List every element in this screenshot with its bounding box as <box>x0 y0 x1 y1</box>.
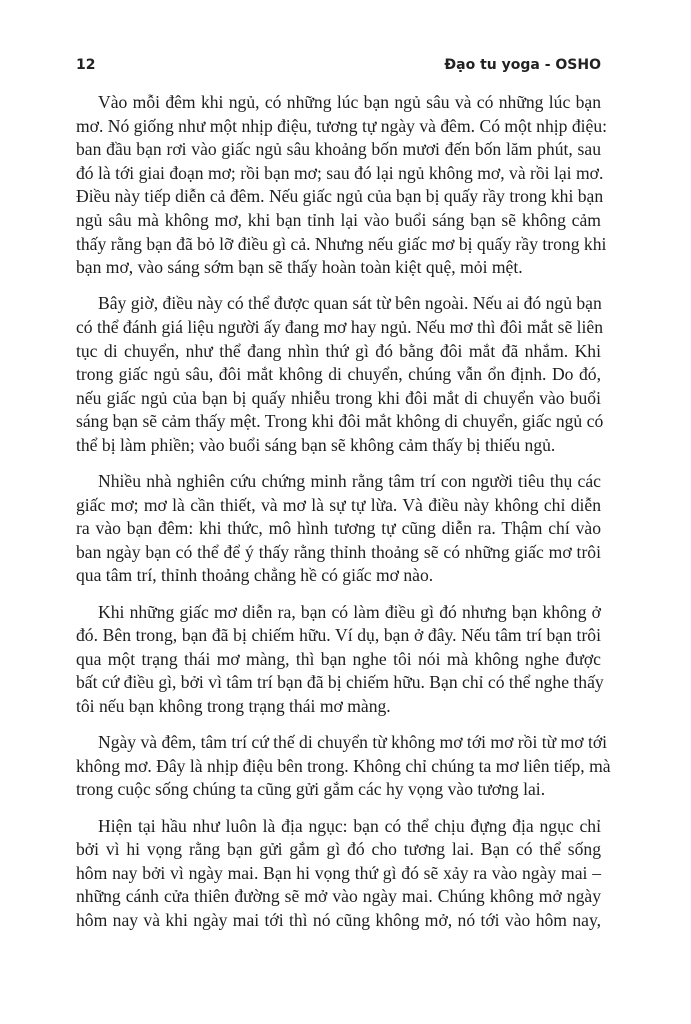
text-line: tục di chuyển, như thể đang nhìn thứ gì đó bằng đôi mắt đã nhắm. Khi <box>76 340 601 361</box>
text-line: đó. Bên trong, bạn đã bị chiếm hữu. Ví dụ, bạn ở đây. Nếu tâm trí bạn trôi <box>76 625 601 646</box>
paragraph <box>76 731 611 802</box>
text-line: không mơ. Đây là nhịp điệu bên trong. Không chỉ chúng ta mơ liên tiếp, mà <box>76 755 611 776</box>
text-line: có thể đánh giá liệu người ấy đang mơ hay ngủ. Nếu mơ thì đôi mắt sẽ liên <box>76 316 604 337</box>
text-line: hôm nay bởi vì ngày mai. Bạn hi vọng thứ gì đó sẽ xảy ra vào ngày mai – <box>76 862 601 883</box>
text-line: trong cuộc sống chúng ta cũng gửi gắm các hy vọng vào tương lai. <box>76 779 546 800</box>
paragraph <box>76 292 604 457</box>
text-line: giấc mơ; mơ là cần thiết, và mơ là sự tự lừa. Và điều này không chỉ diễn <box>76 494 601 515</box>
text-line: Vào mỗi đêm khi ngủ, có những lúc bạn ngủ sâu và có những lúc bạn <box>98 92 601 112</box>
text-line: ra vào bạn đêm: khi thức, mô hình tương tự cũng diễn ra. Thậm chí vào <box>76 518 601 539</box>
text-line: thể bị làm phiền; vào buổi sáng bạn sẽ không cảm thấy bị thiếu ngủ. <box>76 434 556 455</box>
text-line: bạn mơ, vào sáng sớm bạn sẽ thấy hoàn toàn kiệt quệ, mỏi mệt. <box>76 257 523 278</box>
page-body <box>76 91 611 945</box>
paragraph <box>76 470 601 588</box>
text-line: bất cứ điều gì, bởi vì tâm trí bạn đã bị chiếm hữu. Bạn chỉ có thể nghe thấy <box>76 672 604 693</box>
text-line: Hiện tại hầu như luôn là địa ngục: bạn có thể chịu đựng địa ngục chỉ <box>98 815 601 836</box>
text-line: trong giấc ngủ sâu, đôi mắt không di chuyển, chúng vẫn ổn định. Do đó, <box>76 364 601 385</box>
text-line: Điều này tiếp diễn cả đêm. Nếu giấc ngủ của bạn bị quấy rầy trong khi bạn <box>76 186 604 207</box>
paragraph <box>76 815 601 933</box>
text-line: Khi những giấc mơ diễn ra, bạn có làm điều gì đó nhưng bạn không ở <box>98 601 601 622</box>
text-line: Ngày và đêm, tâm trí cứ thế di chuyển từ không mơ tới mơ rồi từ mơ tới <box>98 732 608 753</box>
text-line: nếu giấc ngủ của bạn bị quấy nhiễu trong khi đôi mắt di chuyển vào buổi <box>76 387 601 408</box>
running-title: Đạo tu yoga - OSHO <box>444 57 601 73</box>
text-line: những cánh cửa thiên đường sẽ mở vào ngày mai. Chúng không mở ngày <box>76 886 601 907</box>
text-line: Bây giờ, điều này có thể được quan sát từ bên ngoài. Nếu ai đó ngủ bạn <box>98 293 602 314</box>
page-number: 12 <box>76 57 96 73</box>
page-header <box>76 57 601 79</box>
text-line: ban đầu bạn rơi vào giấc ngủ sâu khoảng bốn mươi đến bốn lăm phút, sau <box>76 139 601 160</box>
text-line: sáng bạn sẽ cảm thấy mệt. Trong khi đôi mắt không di chuyển, giấc ngủ có <box>76 411 604 432</box>
text-line: qua một trạng thái mơ màng, thì bạn nghe tôi nói mà không nghe được <box>76 648 601 669</box>
text-line: bởi vì hi vọng rằng bạn gửi gắm gì đó cho tương lai. Bạn có thể sống <box>76 839 601 860</box>
text-line: qua tâm trí, thỉnh thoảng chẳng hề có giấc mơ nào. <box>76 565 434 586</box>
text-line: Nhiều nhà nghiên cứu chứng minh rằng tâm trí con người tiêu thụ các <box>98 471 601 492</box>
paragraph <box>76 91 608 280</box>
text-line: ngủ sâu mà không mơ, khi bạn tỉnh lại vào buổi sáng bạn sẽ không cảm <box>76 209 601 230</box>
text-line: mơ. Nó giống như một nhịp điệu, tương tự ngày và đêm. Có một nhịp điệu: <box>76 115 608 136</box>
text-line: hôm nay và khi ngày mai tới thì nó cũng không mở, nó tới vào hôm nay, <box>76 909 601 930</box>
text-line: ban ngày bạn có thể để ý thấy rằng thỉnh thoảng sẽ có những giấc mơ trôi <box>76 541 601 562</box>
text-line: tôi nếu bạn không trong trạng thái mơ màng. <box>76 696 391 717</box>
text-line: đó là tới giai đoạn mơ; rồi bạn mơ; sau đó lại ngủ không mơ, và rồi lại mơ. <box>76 162 604 183</box>
text-line: thấy rằng bạn đã bỏ lỡ điều gì cả. Nhưng nếu giấc mơ bị quấy rầy trong khi <box>76 233 607 254</box>
paragraph <box>76 601 604 719</box>
